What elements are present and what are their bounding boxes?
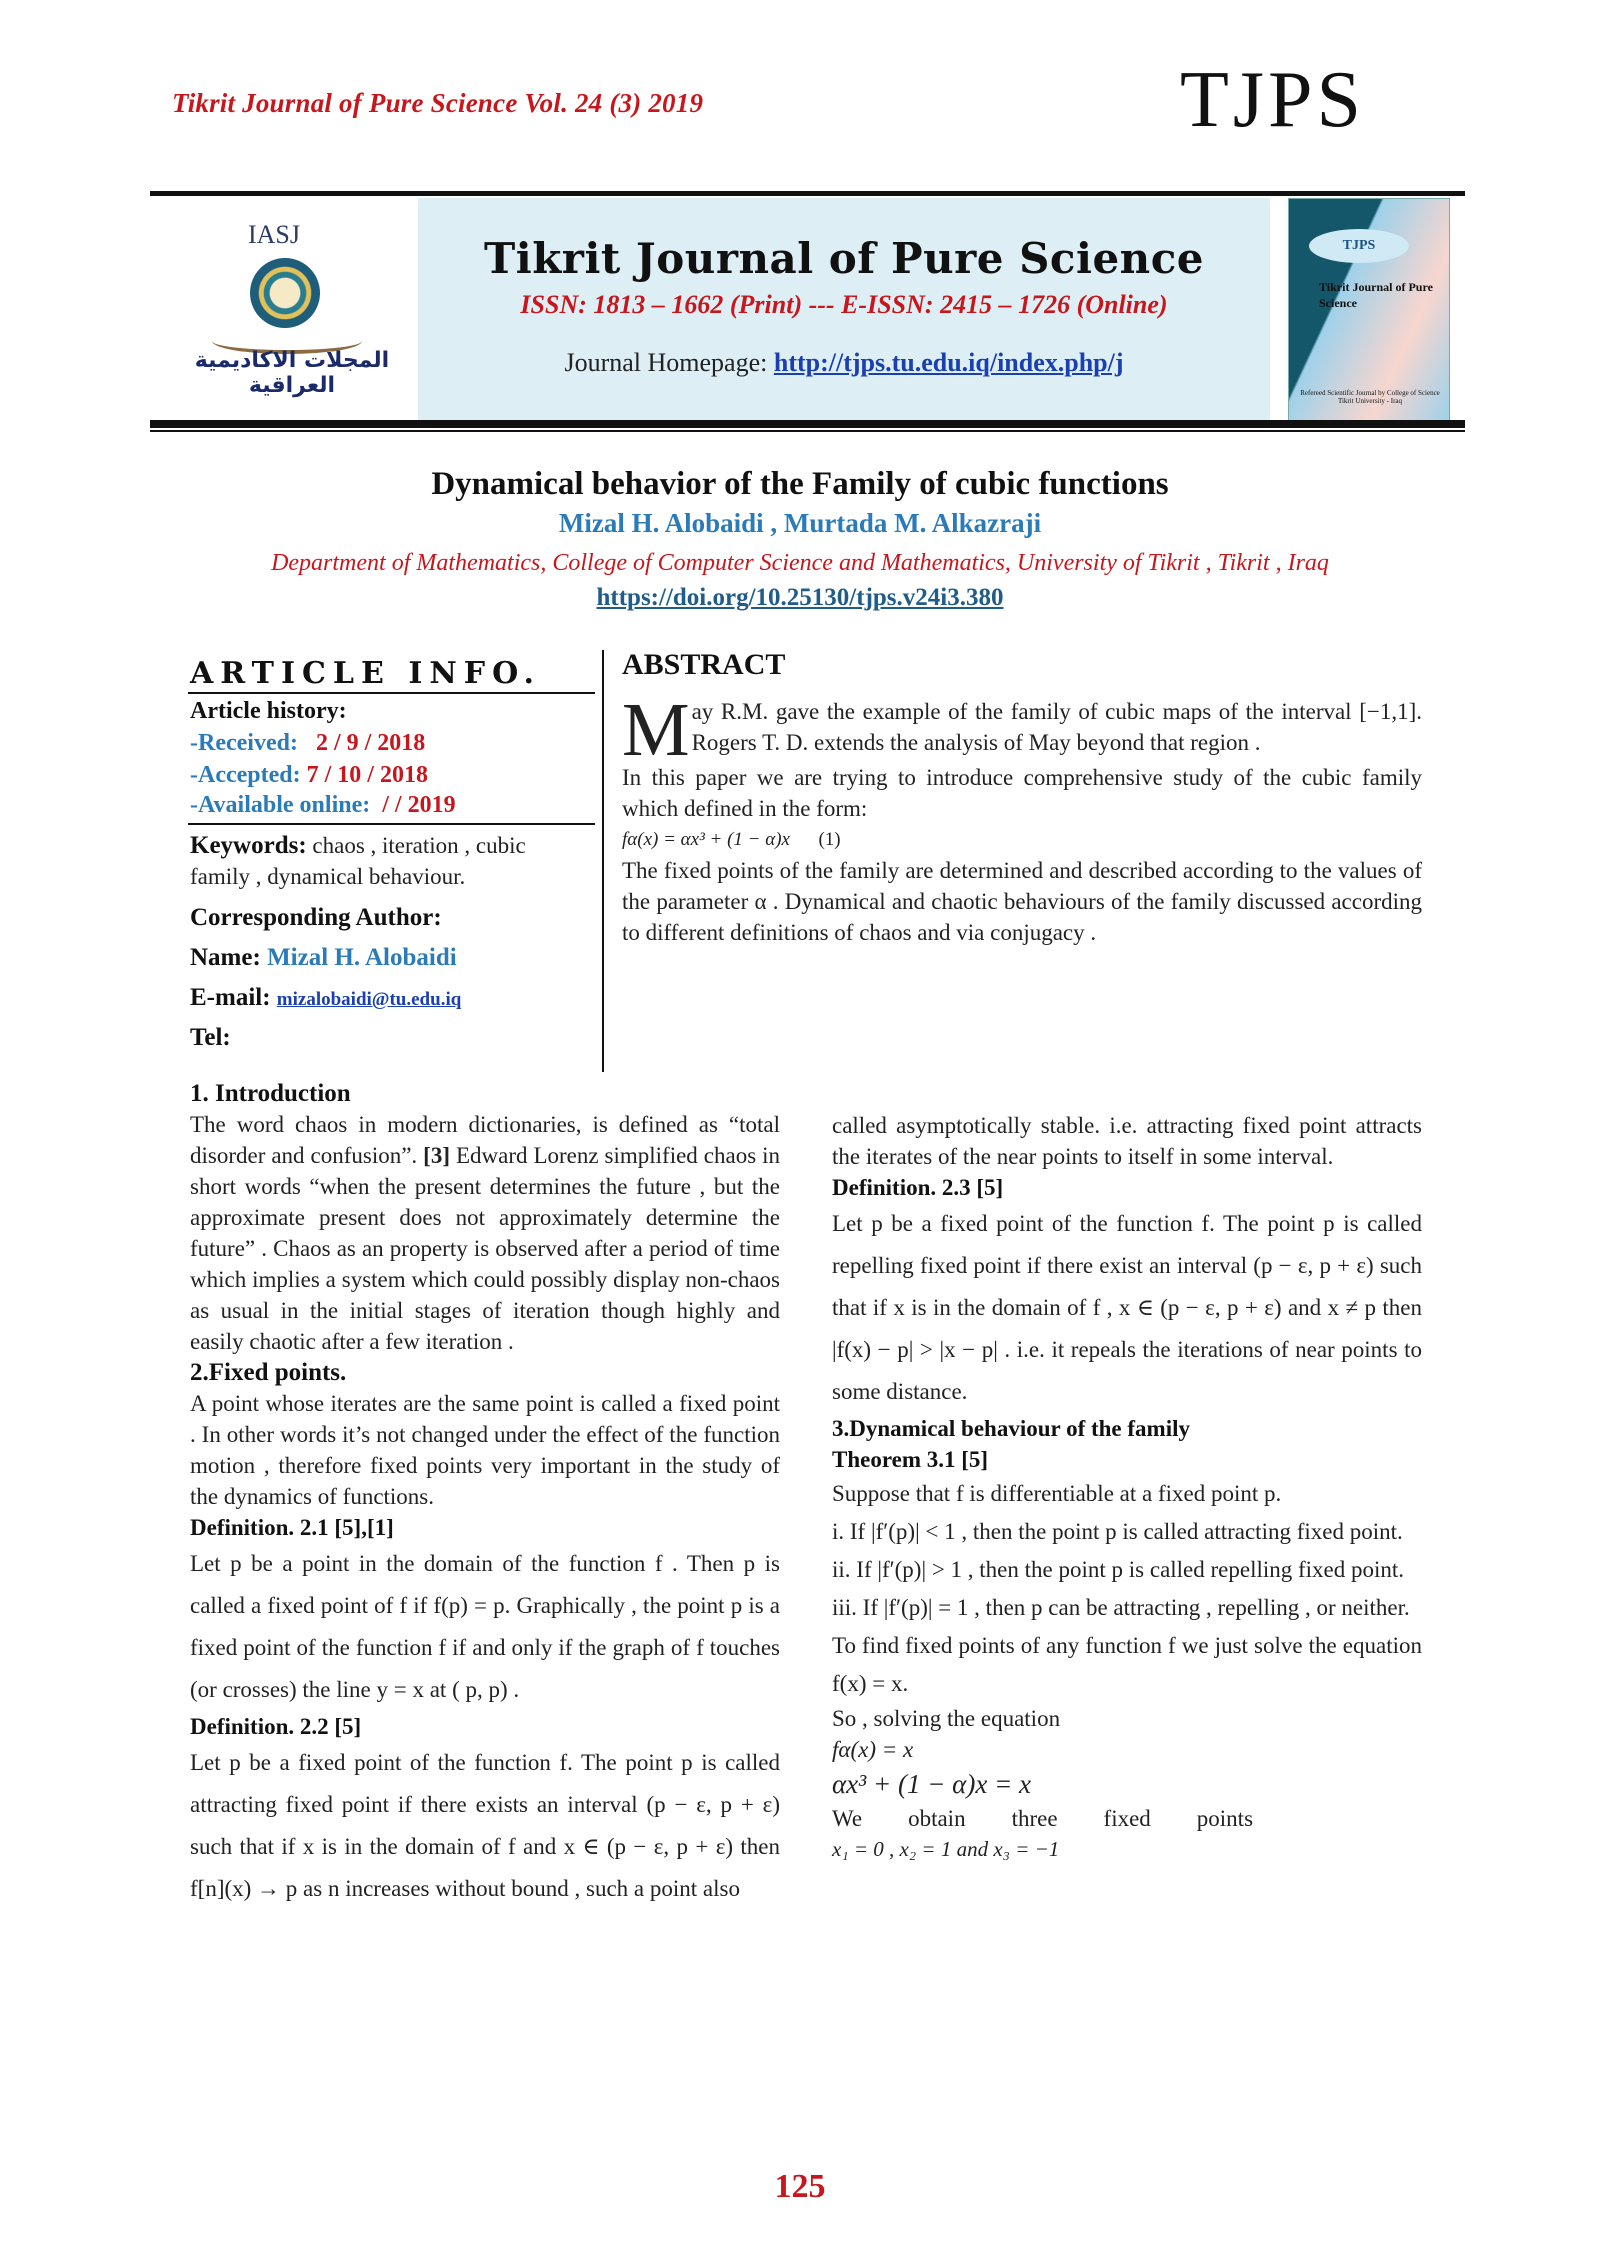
issn-line: ISSN: 1813 – 1662 (Print) --- E-ISSN: 2415 – 1726 (Online) (520, 290, 1168, 319)
solving-text: So , solving the equation (832, 1706, 1061, 1731)
abstract-body (622, 688, 1422, 948)
banner-bottom-rule (150, 420, 1465, 428)
article-history-label: Article history: (190, 698, 347, 724)
abstract-paragraph-2: In this paper we are trying to introduce comprehensive study of the cubic family which defined in the form: (622, 765, 1422, 821)
column-divider (602, 650, 604, 1072)
email-link[interactable]: mizalobaidi@tu.edu.iq (276, 989, 462, 1010)
cover-title: Tikrit Journal of Pure Science (1319, 280, 1433, 310)
iasj-seal-icon (250, 258, 320, 328)
name-row (190, 944, 457, 972)
section-2-heading: 2.Fixed points. (190, 1359, 347, 1386)
journal-cover-image (1288, 198, 1450, 422)
keywords-label: Keywords: (190, 832, 307, 859)
article-authors: Mizal H. Alobaidi , Murtada M. Alkazraji (558, 508, 1042, 538)
introduction-text: The word chaos in modern dictionaries, is defined as “total disorder and confusion”. [3] Edward Lorenz simplified chaos in short words “when the present determines the future , but the approximate present does not approximately determine the future” . Chaos as an property is observed after a period of time which implies a system which could possibly display non-chaos as usual in the initial stages of iteration though highly and easily chaotic after a few iteration . (190, 1112, 780, 1354)
cover-footer: Refereed Scientific Journal by College of Science Tikrit University - Iraq (1300, 389, 1440, 405)
accepted-value: 7 / 10 / 2018 (306, 762, 428, 788)
homepage-link[interactable]: http://tjps.tu.edu.iq/index.php/j (773, 348, 1124, 377)
definition-2-1-heading: Definition. 2.1 [5],[1] (190, 1515, 394, 1540)
received-value: 2 / 9 / 2018 (315, 730, 426, 756)
definition-2-1-text: Let p be a point in the domain of the function f . Then p is called a fixed point of f if f(p) = p. Graphically , the point p is a fixed point of the function f if and only if the graph of f touches (or crosses) the line y = x at ( p, p) . (190, 1551, 780, 1702)
equation-fixed: fα(x) = x (832, 1737, 914, 1762)
theorem-3-1-item-i: i. If |f′(p)| < 1 , then the point p is called attracting fixed point. (832, 1519, 1403, 1544)
banner-title: Tikrit Journal of Pure Science (484, 234, 1204, 283)
definition-2-3-text: Let p be a fixed point of the function f. The point p is called repelling fixed point if there exist an interval (p − ε, p + ε) such that if x is in the domain of f , x ∈ (p − ε, p + ε) and x ≠ p then |f(x) − p| > |x − p| . i.e. it repeals the iterations of near points to some distance. (832, 1211, 1422, 1404)
doi-link[interactable]: https://doi.org/10.25130/tjps.v24i3.380 (596, 584, 1004, 611)
accepted-row (190, 760, 428, 790)
left-column (190, 1078, 780, 1910)
equation-cubic: αx³ + (1 − α)x = x (832, 1769, 1032, 1799)
abstract-heading: ABSTRACT (622, 648, 786, 681)
doi-line (0, 584, 1600, 612)
abstract-paragraph-1: May R.M. gave the example of the family of cubic maps of the interval [−1,1]. Rogers T. D. extends the analysis of May beyond that region . (622, 688, 1422, 772)
fixed-points-text: A point whose iterates are the same point is called a fixed point . In other words it’s not changed under the effect of the function motion , therefore fixed points very important in the study of the dynamics of functions. (190, 1391, 780, 1509)
article-info-heading: ARTICLE INFO. (190, 656, 541, 691)
banner-top-rule (150, 191, 1465, 196)
homepage-line (418, 348, 1270, 378)
journal-running-header: Tikrit Journal of Pure Science Vol. 24 (3) 2019 (172, 88, 704, 118)
available-label: -Available online: (190, 792, 371, 818)
definition-2-2-heading: Definition. 2.2 [5] (190, 1714, 362, 1739)
theorem-3-1-item-ii: ii. If |f′(p)| > 1 , then the point p is called repelling fixed point. (832, 1557, 1405, 1582)
definition-2-3-heading: Definition. 2.3 [5] (832, 1175, 1004, 1200)
continued-text: called asymptotically stable. i.e. attracting fixed point attracts the iterates of the near points to itself in some interval. (832, 1113, 1422, 1169)
homepage-label: Journal Homepage: (564, 348, 768, 377)
abstract-drop-cap: M (622, 688, 690, 772)
fixed-points-values: x₁ = 0 , x₂ = 1 and x₃ = −1 (832, 1837, 1060, 1861)
theorem-3-1-item-iii: iii. If |f′(p)| = 1 , then p can be attracting , repelling , or neither. (832, 1595, 1410, 1620)
page-number: 125 (774, 2168, 826, 2205)
keywords-block (190, 830, 590, 892)
iasj-label: IASJ (248, 220, 301, 249)
available-row (190, 790, 456, 820)
theorem-3-1-intro: Suppose that f is differentiable at a fixed point p. (832, 1481, 1282, 1506)
iasj-logo (172, 200, 412, 418)
name-value: Mizal H. Alobaidi (267, 944, 457, 971)
accepted-label: -Accepted: (190, 762, 301, 788)
cover-badge: TJPS (1309, 229, 1409, 263)
name-label: Name: (190, 944, 261, 971)
section-1-heading: 1. Introduction (190, 1080, 351, 1107)
email-row (190, 984, 461, 1012)
article-info-rule-2 (188, 823, 595, 825)
corresponding-author-label: Corresponding Author: (190, 904, 442, 931)
definition-2-2-text: Let p be a fixed point of the function f. The point p is called attracting fixed point if there exists an interval (p − ε, p + ε) such that if x is in the domain of f and x ∈ (p − ε, p + ε) then f[n](x) → p as n increases without bound , such a point also (190, 1750, 780, 1901)
received-label: -Received: (190, 730, 298, 756)
abstract-equation: fα(x) = αx³ + (1 − α)x (1) (622, 829, 841, 850)
keywords-value: chaos , iteration , cubic family , dynamical behaviour. (190, 833, 526, 889)
find-fixed-points-text: To find fixed points of any function f we just solve the equation f(x) = x. (832, 1633, 1422, 1696)
section-3-heading: 3.Dynamical behaviour of the family (832, 1416, 1190, 1441)
iasj-arabic-label: المجلات الاكاديمية العراقية (194, 348, 390, 398)
article-title: Dynamical behavior of the Family of cubic functions (431, 466, 1169, 502)
article-info-rule (188, 692, 595, 694)
theorem-3-1-heading: Theorem 3.1 [5] (832, 1447, 989, 1472)
received-row (190, 728, 425, 758)
banner-bottom-rule-thin (150, 430, 1465, 432)
right-column (832, 1110, 1422, 1865)
available-value: / / 2019 (382, 792, 456, 818)
tel-label: Tel: (190, 1024, 231, 1051)
journal-banner (418, 198, 1270, 420)
journal-logo-text: TJPS (1180, 56, 1365, 144)
obtain-text: We obtain three fixed points (832, 1806, 1254, 1831)
email-label: E-mail: (190, 984, 271, 1011)
article-affiliation: Department of Mathematics, College of Computer Science and Mathematics, University of Tikrit , Tikrit , Iraq (271, 550, 1329, 576)
abstract-paragraph-3: The fixed points of the family are determined and described according to the values of the parameter α . Dynamical and chaotic behaviours of the family discussed according to different definitions of chaos and via conjugacy . (622, 858, 1422, 945)
